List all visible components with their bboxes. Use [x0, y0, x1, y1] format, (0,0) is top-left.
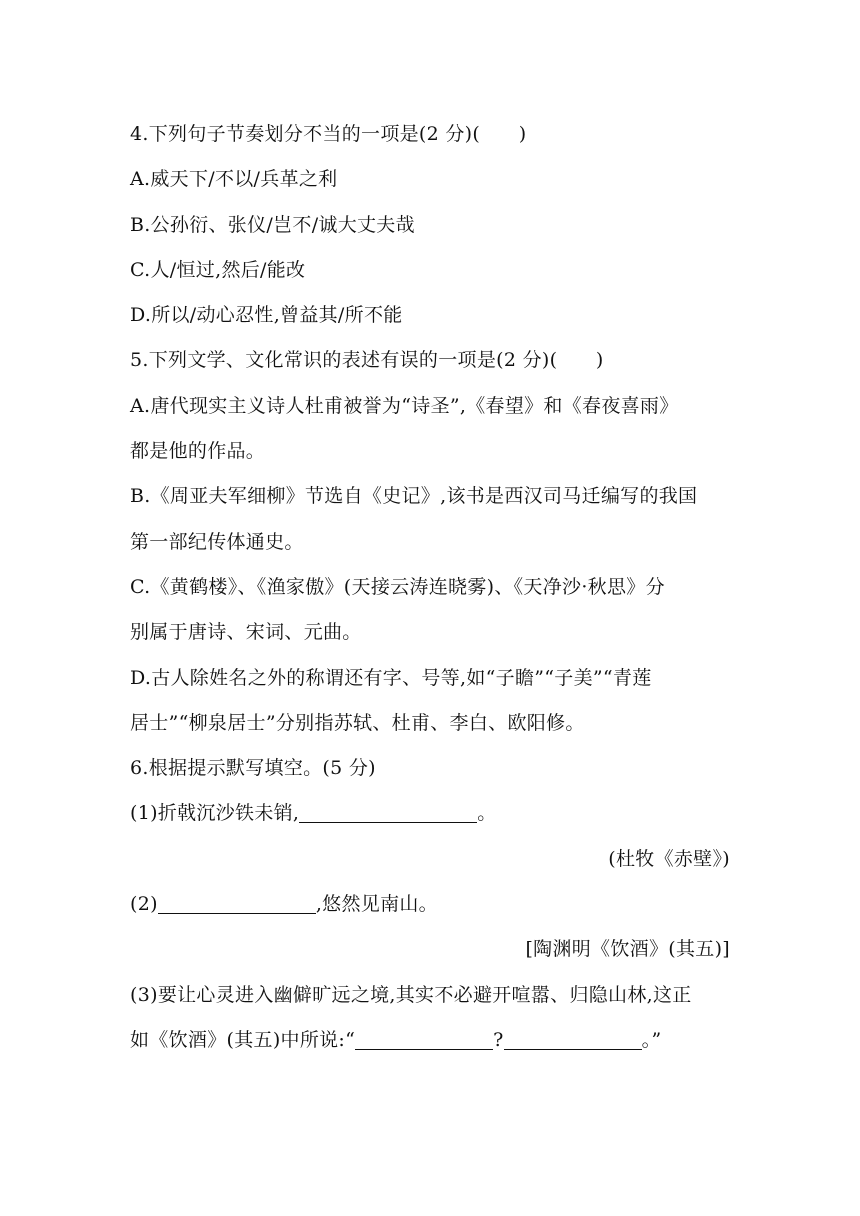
fill-blank-1[interactable]	[299, 800, 477, 823]
exam-page	[130, 112, 730, 1063]
question-5-stem: 5.下列文学、文化常识的表述有误的一项是(2 分)( )	[130, 349, 604, 372]
question-6-item-3-line2	[130, 1018, 730, 1063]
item-2-suffix: ,悠然见南山。	[315, 893, 438, 916]
question-6-item-2-source: [陶渊明《饮酒》(其五)]	[525, 938, 730, 961]
question-5-option-d-line1: D.古人除姓名之外的称谓还有字、号等,如“子瞻”“子美”“青莲	[130, 666, 652, 689]
question-4-option-a: A.威天下/不以/兵革之利	[130, 168, 338, 191]
question-5-option-b-line2: 第一部纪传体通史。	[130, 530, 304, 553]
question-5-option-b-line1: B.《周亚夫军细柳》节选自《史记》,该书是西汉司马迁编写的我国	[130, 485, 698, 508]
question-4-option-d: D.所以/动心忍性,曾益其/所不能	[130, 304, 403, 327]
question-6-item-3-line1: (3)要让心灵进入幽僻旷远之境,其实不必避开喧嚣、归隐山林,这正	[130, 983, 692, 1006]
item-1-suffix: 。	[477, 802, 497, 825]
item-1-prefix: (1)折戟沉沙铁未销,	[130, 802, 300, 825]
question-6-item-1-source: (杜牧《赤壁》)	[608, 847, 730, 870]
question-4-stem: 4.下列句子节奏划分不当的一项是(2 分)( )	[130, 123, 527, 145]
question-5-option-a-line1: A.唐代现实主义诗人杜甫被誉为“诗圣”,《春望》和《春夜喜雨》	[130, 394, 679, 417]
item-2-prefix: (2)	[130, 893, 158, 916]
fill-blank-3[interactable]	[355, 1027, 493, 1050]
question-5-option-c-line1: C.《黄鹤楼》、《渔家傲》(天接云涛连晓雾)、《天净沙·秋思》分	[130, 575, 665, 598]
question-4-option-b: B.公孙衍、张仪/岂不/诚大丈夫哉	[130, 213, 415, 236]
question-4-option-c: C.人/恒过,然后/能改	[130, 258, 306, 281]
question-6-item-1	[130, 791, 730, 836]
question-5-option-c-line2: 别属于唐诗、宋词、元曲。	[130, 621, 362, 644]
item-3-suffix: 。”	[641, 1028, 662, 1051]
fill-blank-2[interactable]	[158, 891, 316, 914]
item-3-prefix: 如《饮酒》(其五)中所说:“	[130, 1028, 356, 1051]
question-5-option-a-line2: 都是他的作品。	[130, 440, 266, 463]
fill-blank-4[interactable]	[504, 1027, 642, 1050]
question-6-item-2	[130, 882, 730, 927]
question-6-stem: 6.根据提示默写填空。(5 分)	[130, 757, 376, 780]
question-5-option-d-line2: 居士”“柳泉居士”分别指苏轼、杜甫、李白、欧阳修。	[130, 711, 585, 734]
item-3-mid: ?	[493, 1028, 504, 1051]
